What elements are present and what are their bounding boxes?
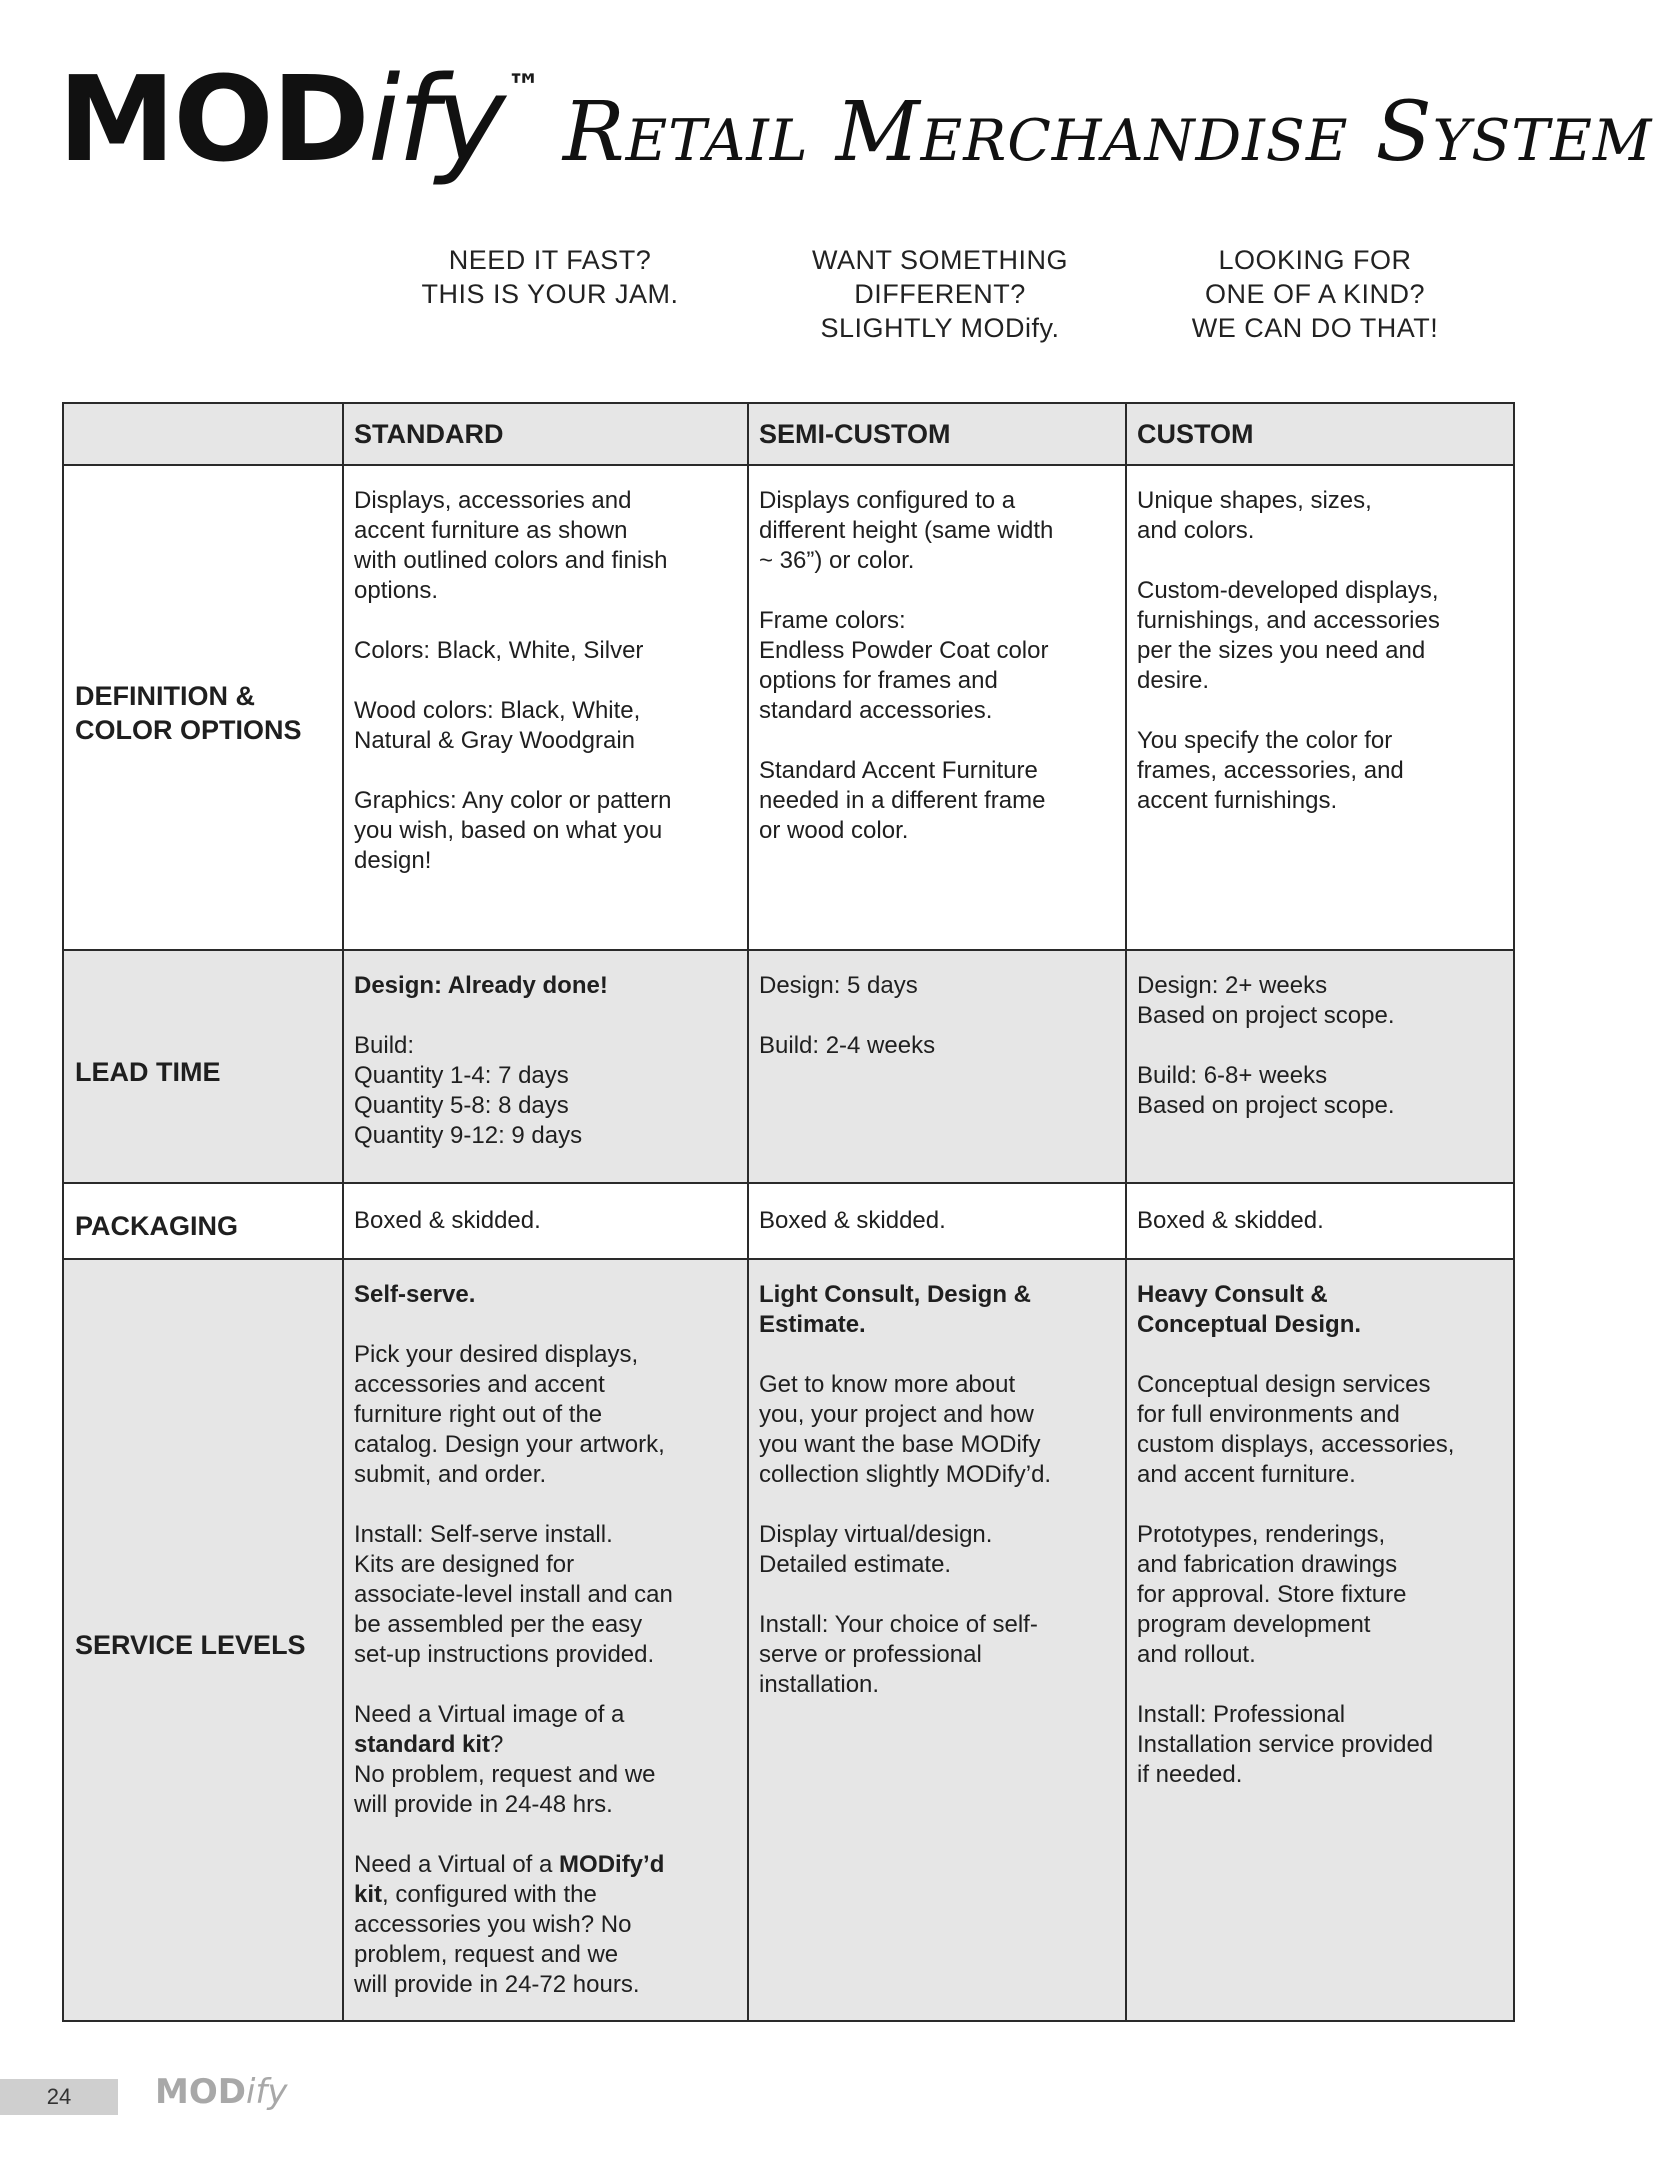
cell-service-custom: Heavy Consult & Conceptual Design. Conceptual design services for full environments and custom displays, accessories, and accent furniture. Prototypes, renderings, and fabrication drawings for approval. Store fixture program development and rollout. Install: Professional Installation service provided if needed. [1126,1259,1514,2021]
row-service-levels [63,1259,1514,2021]
tagline-semi-custom: WANT SOMETHING DIFFERENT? SLIGHTLY MODify. [812,245,1068,343]
row-lead-time [63,950,1514,1183]
rowhead-definition: DEFINITION & COLOR OPTIONS [63,465,343,950]
header-row [63,403,1514,465]
cell-lead-standard: Design: Already done! Build: Quantity 1-4: 7 days Quantity 5-8: 8 days Quantity 9-12: 9 days [343,950,748,1183]
comparison-table [62,402,1515,2022]
rowhead-service-levels: SERVICE LEVELS [63,1259,343,2021]
cell-definition-semi-custom: Displays configured to a different height (same width ~ 36”) or color. Frame colors: Endless Powder Coat color options for frames and standard accessories. Standard Accent Furniture needed in a different frame or wood color. [748,465,1126,950]
brand-mod: MOD [58,50,368,188]
header-blank [63,403,343,465]
cell-service-semi-custom: Light Consult, Design & Estimate. Get to know more about you, your project and how you want the base MODify collection slightly MODify’d. Display virtual/design. Detailed estimate. Install: Your choice of self- serve or professional installation. [748,1259,1126,2021]
header-custom: CUSTOM [1126,403,1514,465]
cell-service-standard: Self-serve. Pick your desired displays, accessories and accent furniture right out of the catalog. Design your artwork, submit, and order. Install: Self-serve install. Kits are designed for associate-level install and can be assembled per the easy set-up instructions provided. Need a Virtual image of a standard kit? No problem, request and we will provide in 24-48 hrs. Need a Virtual of a MODify’d kit, configured with the accessories you wish? No problem, request and we will provide in 24-72 hours. [343,1259,748,2021]
cell-packaging-standard: Boxed & skidded. [343,1183,748,1259]
page-subtitle: Retail Merchandise System [562,85,1653,180]
cell-definition-standard: Displays, accessories and accent furniture as shown with outlined colors and finish options. Colors: Black, White, Silver Wood colors: Black, White, Natural & Gray Woodgrain Graphics: Any color or pattern you wish, based on what you design! [343,465,748,950]
cell-packaging-semi-custom: Boxed & skidded. [748,1183,1126,1259]
cell-lead-custom: Design: 2+ weeks Based on project scope. Build: 6-8+ weeks Based on project scope. [1126,950,1514,1183]
tagline-standard: NEED IT FAST? THIS IS YOUR JAM. [421,245,679,309]
rowhead-packaging: PACKAGING [63,1183,343,1259]
rowhead-lead-time: LEAD TIME [63,950,343,1183]
cell-lead-semi-custom: Design: 5 days Build: 2-4 weeks [748,950,1126,1183]
page-number: 24 [0,2079,118,2115]
footer-brand: MODify [155,2072,288,2112]
tagline-custom: LOOKING FOR ONE OF A KIND? WE CAN DO THAT! [1191,245,1439,343]
header-semi-custom: SEMI-CUSTOM [748,403,1126,465]
header-standard: STANDARD [343,403,748,465]
row-definition [63,465,1514,950]
trademark-symbol: ™ [506,67,541,107]
cell-packaging-custom: Boxed & skidded. [1126,1183,1514,1259]
cell-definition-custom: Unique shapes, sizes, and colors. Custom-developed displays, furnishings, and accessories per the sizes you need and desire. You specify the color for frames, accessories, and accent furnishings. [1126,465,1514,950]
taglines [0,243,1675,363]
page-title [58,50,1652,188]
brand-ify: ify [367,50,503,188]
row-packaging [63,1183,1514,1259]
